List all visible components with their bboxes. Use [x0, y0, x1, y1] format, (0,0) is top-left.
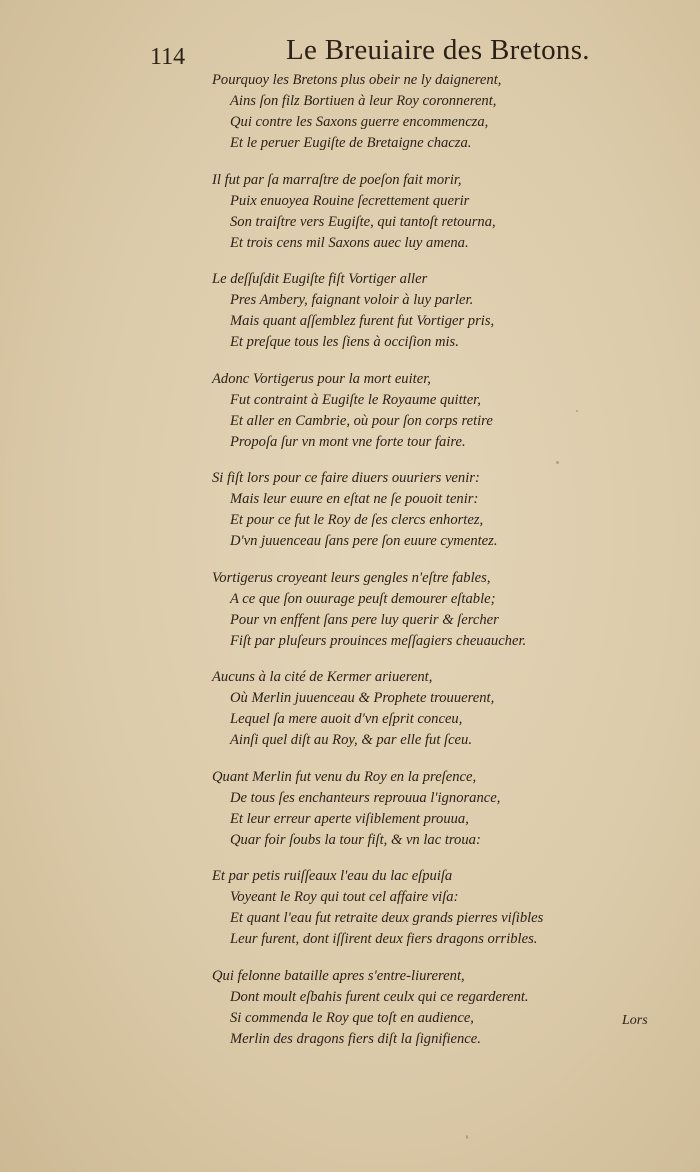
verse-line: Puix enuoyea Rouine ſecrettement querir	[230, 192, 470, 209]
stanza	[212, 568, 632, 652]
verse-line: Aucuns à la cité de Kermer ariuerent,	[212, 669, 433, 685]
verse-line: Fiſt par pluſeurs prouinces meſſagiers cheuaucher.	[230, 632, 527, 649]
verse-line: Lequel ſa mere auoit d'vn eſprit conceu,	[230, 711, 463, 727]
verse-line: De tous ſes enchanteurs reprouua l'ignorance,	[230, 789, 501, 806]
stanza	[212, 966, 632, 1050]
verse-line: Et le peruer Eugiſte de Bretaigne chacza.	[230, 135, 472, 151]
verse-line: Et preſque tous les ſiens à occiſion mis.	[230, 334, 459, 350]
verse-line: Propoſa ſur vn mont vne forte tour faire.	[230, 433, 466, 450]
stanza	[212, 667, 632, 751]
verse-line: Pourquoy les Bretons plus obeir ne ly daignerent,	[212, 72, 502, 88]
verse-line: Dont moult eſbahis furent ceulx qui ce regarderent.	[230, 988, 529, 1005]
verse-line: Quant Merlin fut venu du Roy en la preſence,	[212, 768, 477, 785]
paper-speck	[556, 461, 559, 464]
verse-line: Si fiſt lors pour ce faire diuers ouuriers venir:	[212, 470, 480, 486]
verse-line: A ce que ſon ouurage peuſt demourer eſtable;	[230, 590, 496, 607]
stanza	[212, 369, 632, 453]
verse-line: Si commenda le Roy que toſt en audience,	[230, 1009, 474, 1026]
verse-line: D'vn juuenceau ſans pere ſon euure cymentez.	[230, 533, 498, 549]
stanza	[212, 170, 632, 254]
verse-line: Adonc Vortigerus pour la mort euiter,	[212, 370, 431, 387]
verse-line: Et par petis ruiſſeaux l'eau du lac eſpuiſa	[212, 868, 453, 884]
verse-line: Le deſſuſdit Eugiſte fiſt Vortiger aller	[212, 271, 428, 287]
verse-line: Vortigerus croyeant leurs gengles n'eſtre fables,	[212, 569, 491, 586]
verse-line: Fut contraint à Eugiſte le Royaume quitter,	[230, 391, 481, 408]
verse-line: Quar foir ſoubs la tour fiſt, & vn lac troua:	[230, 831, 481, 848]
verse-line: Son traiſtre vers Eugiſte, qui tantoſt retourna,	[230, 213, 496, 230]
stanza	[212, 866, 632, 950]
verse-line: Qui contre les Saxons guerre encommencza,	[230, 114, 489, 130]
verse-line: Qui felonne bataille apres s'entre-liurerent,	[212, 967, 465, 984]
verse-line: Mais quant aſſemblez furent fut Vortiger pris,	[230, 313, 495, 329]
verse-line: Où Merlin juuenceau & Prophete trouuerent,	[230, 690, 495, 706]
verse-line: Ains ſon filz Bortiuen à leur Roy coronnerent,	[230, 93, 497, 109]
paper-speck	[466, 1135, 468, 1139]
catchword: Lors	[622, 1013, 648, 1028]
stanza	[212, 70, 632, 154]
verse-line: Et trois cens mil Saxons auec luy amena.	[230, 234, 469, 251]
poem-text	[212, 70, 632, 1065]
running-title: Le Breuiaire des Bretons.	[286, 34, 590, 66]
verse-line: Et quant l'eau fut retraite deux grands pierres viſibles	[230, 910, 544, 926]
verse-line: Merlin des dragons fiers diſt la ſignifience.	[230, 1030, 481, 1047]
verse-line: Et aller en Cambrie, où pour ſon corps retire	[230, 412, 493, 429]
stanza	[212, 767, 632, 851]
verse-line: Pres Ambery, faignant voloir à luy parler.	[230, 292, 474, 308]
verse-line: Et pour ce fut le Roy de ſes clercs enhortez,	[230, 512, 484, 528]
verse-line: Ainſi quel diſt au Roy, & par elle fut ſceu.	[230, 732, 472, 748]
verse-line: Voyeant le Roy qui tout cel affaire viſa:	[230, 889, 459, 905]
verse-line: Mais leur euure en eſtat ne ſe pouoit tenir:	[230, 491, 479, 507]
verse-line: Leur furent, dont iſſirent deux fiers dragons orribles.	[230, 931, 538, 947]
page-number: 114	[150, 44, 186, 70]
stanza	[212, 468, 632, 552]
verse-line: Pour vn enffent ſans pere luy querir & ſercher	[230, 611, 499, 628]
stanza	[212, 269, 632, 353]
paper-speck	[576, 410, 578, 412]
verse-line: Et leur erreur aperte viſiblement prouua,	[230, 810, 469, 827]
verse-line: Il fut par ſa marraſtre de poeſon fait morir,	[212, 171, 462, 188]
